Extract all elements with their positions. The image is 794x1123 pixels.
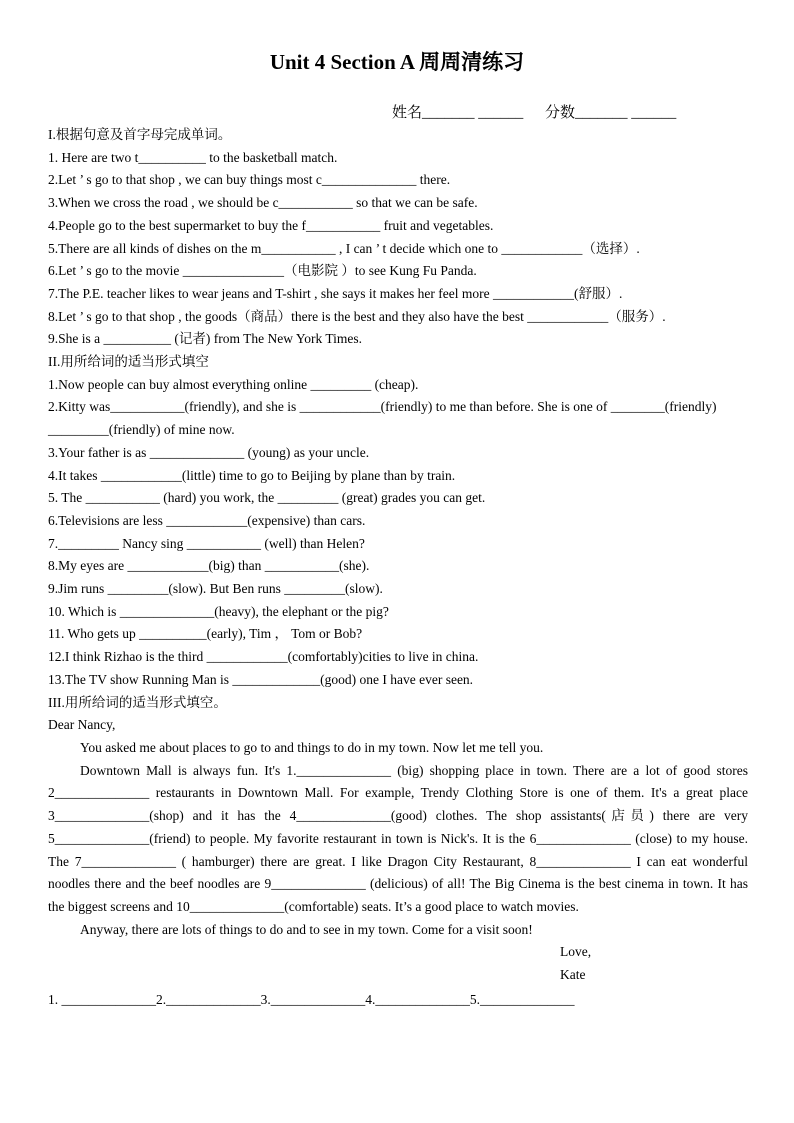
section1-heading: I.根据句意及首字母完成单词。 <box>48 127 232 142</box>
section1-item-8: 8.Let ’ s go to that shop , the goods（商品）there is the best and they also have the best ____________（服务）. <box>48 308 666 324</box>
worksheet-content <box>48 124 748 1011</box>
name-field: 姓名_______ ______ <box>392 105 524 121</box>
section2-item-1: 1.Now people can buy almost everything online _________ (cheap). <box>48 376 419 392</box>
section2-item-2: 2.Kitty was___________(friendly), and she is ____________(friendly) to me than before. She is one of ________(friendly) _________(friendly) of mine now. <box>48 399 717 438</box>
section2-item-4: 4.It takes ____________(little) time to go to Beijing by plane than by train. <box>48 467 456 483</box>
page-title: Unit 4 Section A 周周清练习 <box>269 50 525 74</box>
letter-paragraph-2: Downtown Mall is always fun. It's 1.______________ (big) shopping place in town. There are a lot of good stores 2______________ restaurants in Downtown Mall. For example, Trendy Clothing Store is one of them. It's a great place 3______________(shop) and it has the 4______________(good) clothes. The shop assistants(店员) there are very 5______________(friend) to people. My favorite restaurant in town is Nick's. It is the 6______________ (close) to my house. The 7______________ ( hamburger) there are great. I like Dragon City Restaurant, 8______________ I can eat wonderful noodles there and the beef noodles are 9______________ (delicious) of all! The Big Cinema is the best cinema in town. It has the biggest screens and 10______________(comfortable) seats. It’s a good place to watch movies. <box>48 762 748 914</box>
section1-item-4: 4.People go to the best supermarket to buy the f___________ fruit and vegetables. <box>48 217 494 233</box>
section1-item-9: 9.She is a __________ (记者) from The New York Times. <box>48 331 363 347</box>
section2-item-8: 8.My eyes are ____________(big) than ___________(she). <box>48 558 370 574</box>
section2-item-9: 9.Jim runs _________(slow). But Ben runs _________(slow). <box>48 581 383 597</box>
section2-item-5: 5. The ___________ (hard) you work, the _________ (great) grades you can get. <box>48 490 486 506</box>
section2-item-10: 10. Which is ______________(heavy), the elephant or the pig? <box>48 603 389 619</box>
section2-item-3: 3.Your father is as ______________ (young) as your uncle. <box>48 444 370 460</box>
letter-paragraph-1: You asked me about places to go to and things to do in my town. Now let me tell you. <box>80 739 544 755</box>
section3-heading: III.用所给词的适当形式填空。 <box>48 694 227 710</box>
section1-item-6: 6.Let ’ s go to the movie _______________（电影院 ）to see Kung Fu Panda. <box>48 263 477 279</box>
score-field: 分数_______ ______ <box>545 105 677 121</box>
section1-item-1: 1. Here are two t__________ to the basketball match. <box>48 149 338 165</box>
section2-item-12: 12.I think Rizhao is the third ____________(comfortably)cities to live in china. <box>48 649 479 665</box>
student-info <box>392 101 694 122</box>
section2-item-6: 6.Televisions are less ____________(expensive) than cars. <box>48 512 366 528</box>
letter-signature: Kate <box>560 967 586 983</box>
letter-paragraph-3: Anyway, there are lots of things to do and to see in my town. Come for a visit soon! <box>80 921 533 937</box>
section2-item-7: 7._________ Nancy sing ___________ (well) than Helen? <box>48 535 365 551</box>
letter-greeting: Dear Nancy, <box>48 717 116 733</box>
answer-blanks: 1. ______________2.______________3.______________4.______________5.______________ <box>48 991 575 1007</box>
section1-item-5: 5.There are all kinds of dishes on the m___________ , I can ’ t decide which one to ____________（选择）. <box>48 240 640 256</box>
section1-item-7: 7.The P.E. teacher likes to wear jeans and T-shirt , she says it makes her feel more ____________(舒服）. <box>48 285 623 301</box>
section2-heading: II.用所给词的适当形式填空 <box>48 354 209 370</box>
section2-item-11: 11. Who gets up __________(early), Tim ， Tom or Bob? <box>48 626 363 642</box>
letter-closing: Love, <box>560 944 592 960</box>
section1-item-2: 2.Let ’ s go to that shop , we can buy things most c______________ there. <box>48 172 451 188</box>
section1-item-3: 3.When we cross the road , we should be c___________ so that we can be safe. <box>48 195 478 211</box>
section2-item-13: 13.The TV show Running Man is _____________(good) one I have ever seen. <box>48 671 474 687</box>
